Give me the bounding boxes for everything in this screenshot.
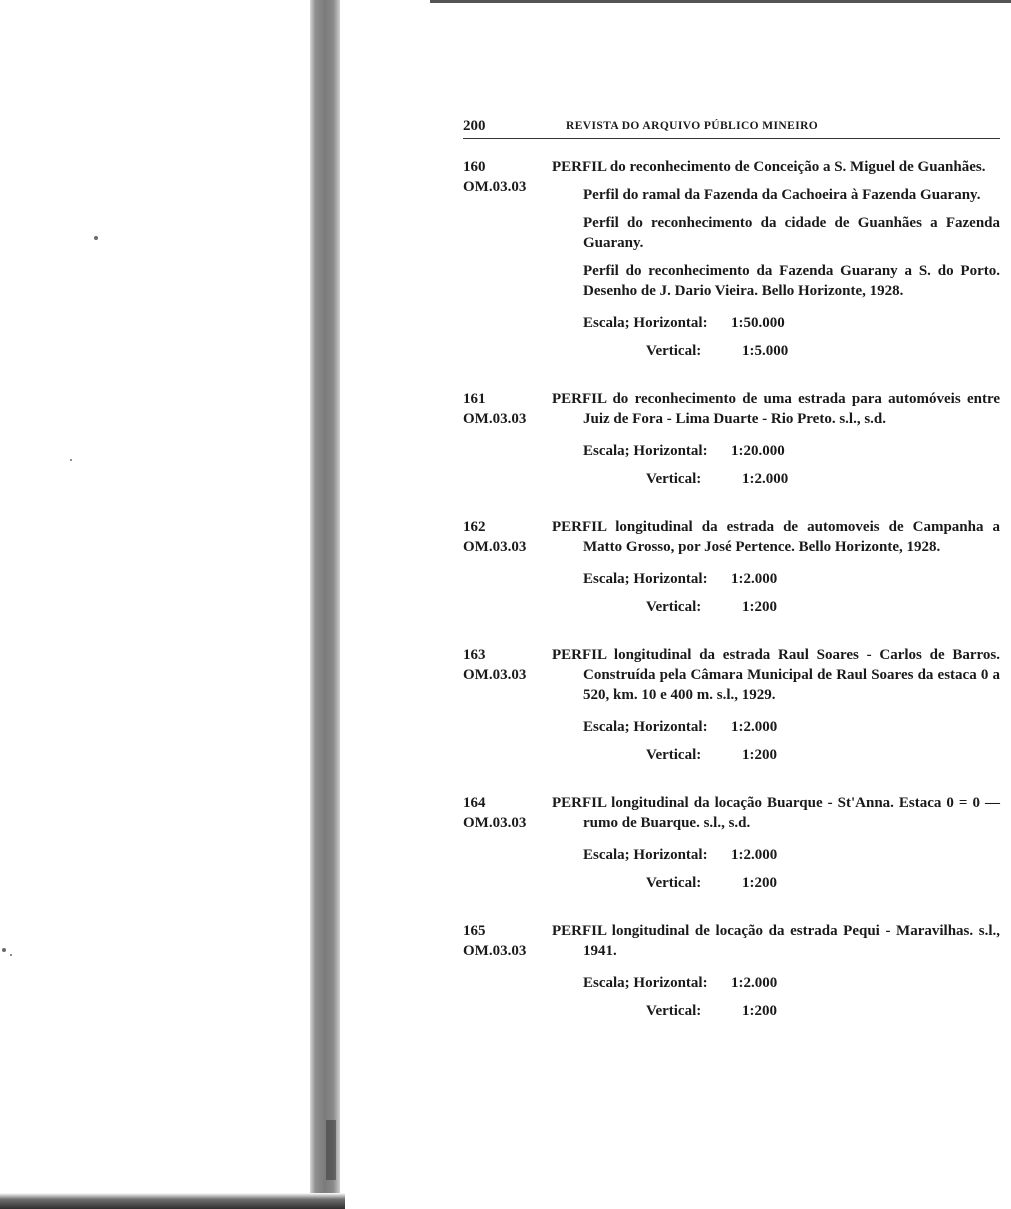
catalog-entries — [463, 157, 1000, 1025]
scale-horizontal — [583, 969, 1000, 997]
entry-number: 160 — [463, 159, 486, 175]
running-title: REVISTA DO ARQUIVO PÚBLICO MINEIRO — [566, 120, 819, 132]
scale-vertical-label: Vertical: — [646, 599, 702, 615]
entry-code: OM.03.03 — [463, 179, 527, 195]
entry-id — [463, 921, 543, 961]
scale-vertical — [583, 741, 1000, 769]
page-number: 200 — [463, 118, 486, 134]
entry-number: 164 — [463, 795, 486, 811]
scale-horizontal-label: Escala; Horizontal: — [583, 975, 708, 991]
page-speck — [94, 236, 98, 240]
scale-block — [583, 565, 1000, 621]
entry-id — [463, 157, 543, 197]
scale-block — [583, 969, 1000, 1025]
scale-vertical-label: Vertical: — [646, 747, 702, 763]
scale-block — [583, 437, 1000, 493]
entry-paragraph: PERFIL longitudinal da estrada Raul Soares - Carlos de Barros. Construída pela Câmara Municipal de Raul Soares da estaca 0 a 520, km. 10 e 400 m. s.l., 1929. — [552, 647, 1000, 703]
catalog-entry — [463, 645, 1000, 769]
catalog-entry — [463, 921, 1000, 1025]
scale-horizontal-label: Escala; Horizontal: — [583, 315, 708, 331]
catalog-entry — [463, 793, 1000, 897]
scale-vertical-value: 1:5.000 — [742, 343, 789, 359]
entry-id — [463, 645, 543, 685]
entry-code: OM.03.03 — [463, 943, 527, 959]
scale-horizontal-value: 1:2.000 — [731, 719, 778, 735]
scale-horizontal — [583, 841, 1000, 869]
entry-id — [463, 793, 543, 833]
entry-body — [552, 921, 1000, 1025]
left-blank-page — [0, 0, 312, 1209]
scale-vertical — [583, 593, 1000, 621]
entry-code: OM.03.03 — [463, 815, 527, 831]
entry-paragraph: Perfil do ramal da Fazenda da Cachoeira à Fazenda Guarany. — [583, 187, 981, 203]
entry-paragraph: PERFIL longitudinal da locação Buarque - St'Anna. Estaca 0 = 0 — rumo de Buarque. s.l., s.d. — [552, 795, 1000, 831]
catalog-entry — [463, 517, 1000, 621]
entry-id — [463, 389, 543, 429]
scale-horizontal-label: Escala; Horizontal: — [583, 847, 708, 863]
scale-horizontal-label: Escala; Horizontal: — [583, 443, 708, 459]
scale-block — [583, 713, 1000, 769]
entry-paragraph: PERFIL do reconhecimento de Conceição a S. Miguel de Guanhães. — [552, 159, 986, 175]
scale-block — [583, 309, 1000, 365]
entry-paragraph: PERFIL longitudinal da estrada de automoveis de Campanha a Matto Grosso, por José Pertence. Bello Horizonte, 1928. — [552, 519, 1000, 555]
scale-horizontal — [583, 309, 1000, 337]
entry-body — [552, 157, 1000, 365]
gutter-fold-shadow — [326, 1120, 336, 1180]
scale-horizontal-value: 1:2.000 — [731, 571, 778, 587]
scale-horizontal-value: 1:20.000 — [731, 443, 785, 459]
scale-horizontal-value: 1:2.000 — [731, 847, 778, 863]
scale-vertical-label: Vertical: — [646, 875, 702, 891]
page-speck — [10, 954, 12, 956]
entry-number: 163 — [463, 647, 486, 663]
scale-horizontal-label: Escala; Horizontal: — [583, 719, 708, 735]
catalog-entry — [463, 389, 1000, 493]
scale-horizontal — [583, 565, 1000, 593]
scale-horizontal-label: Escala; Horizontal: — [583, 571, 708, 587]
scale-horizontal-value: 1:2.000 — [731, 975, 778, 991]
scale-vertical-label: Vertical: — [646, 471, 702, 487]
scale-vertical-value: 1:200 — [742, 747, 777, 763]
scale-block — [583, 841, 1000, 897]
scale-vertical-value: 1:200 — [742, 875, 777, 891]
scale-horizontal — [583, 437, 1000, 465]
entry-body — [552, 389, 1000, 493]
entry-paragraph: Perfil do reconhecimento da Fazenda Guarany a S. do Porto. Desenho de J. Dario Vieira. Bello Horizonte, 1928. — [583, 263, 1000, 299]
page-speck — [70, 459, 72, 461]
right-page — [463, 112, 1000, 1049]
book-gutter — [310, 0, 340, 1200]
entry-id — [463, 517, 543, 557]
scale-vertical-label: Vertical: — [646, 343, 702, 359]
entry-body — [552, 517, 1000, 621]
entry-code: OM.03.03 — [463, 539, 527, 555]
scale-vertical-value: 1:200 — [742, 599, 777, 615]
entry-paragraph: PERFIL do reconhecimento de uma estrada para automóveis entre Juiz de Fora - Lima Duarte - Rio Preto. s.l., s.d. — [552, 391, 1000, 427]
catalog-entry — [463, 157, 1000, 365]
entry-body — [552, 645, 1000, 769]
page-header — [463, 112, 1000, 139]
scale-vertical-value: 1:2.000 — [742, 471, 789, 487]
scale-vertical-label: Vertical: — [646, 1003, 702, 1019]
entry-code: OM.03.03 — [463, 667, 527, 683]
scale-vertical-value: 1:200 — [742, 1003, 777, 1019]
scale-vertical — [583, 337, 1000, 365]
scale-horizontal-value: 1:50.000 — [731, 315, 785, 331]
page-speck — [2, 948, 6, 952]
scale-vertical — [583, 465, 1000, 493]
top-page-edge — [430, 0, 1011, 3]
entry-number: 165 — [463, 923, 486, 939]
entry-number: 161 — [463, 391, 486, 407]
page-bottom-edge — [0, 1193, 345, 1209]
entry-body — [552, 793, 1000, 897]
entry-code: OM.03.03 — [463, 411, 527, 427]
scale-vertical — [583, 869, 1000, 897]
entry-paragraph: Perfil do reconhecimento da cidade de Guanhães a Fazenda Guarany. — [583, 215, 1000, 251]
entry-number: 162 — [463, 519, 486, 535]
scale-horizontal — [583, 713, 1000, 741]
entry-paragraph: PERFIL longitudinal de locação da estrada Pequi - Maravilhas. s.l., 1941. — [552, 923, 1000, 959]
scale-vertical — [583, 997, 1000, 1025]
